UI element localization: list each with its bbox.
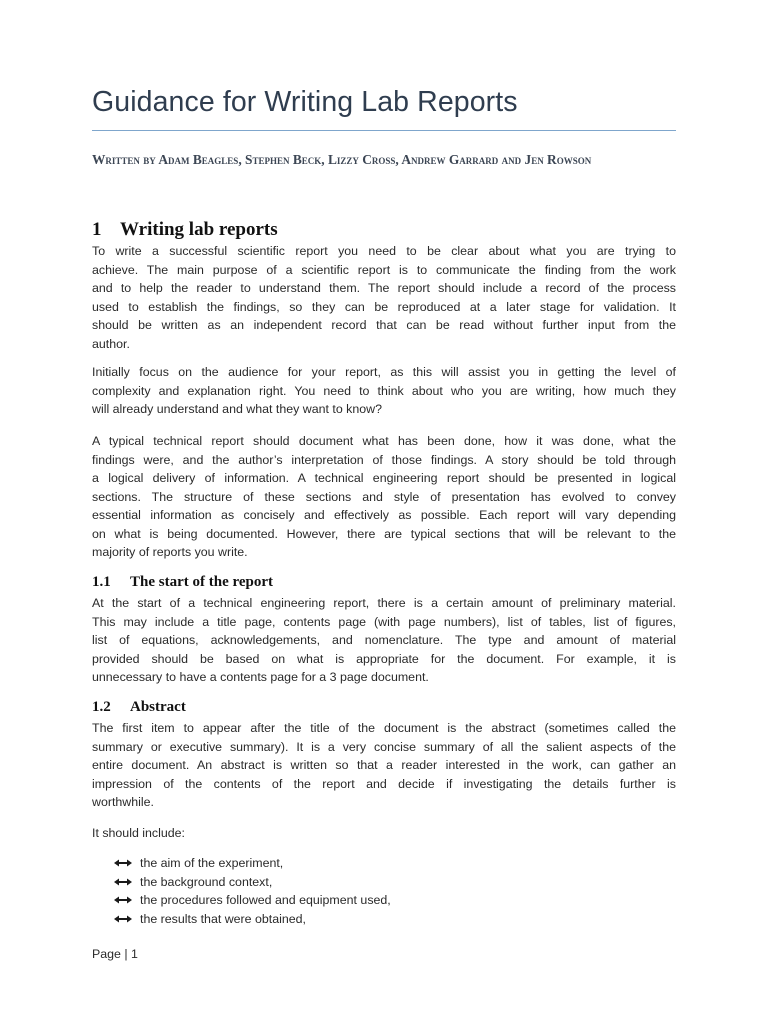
text-line: sections. The structure of these sections and style of presentation has evolved to convey: [92, 489, 676, 504]
paragraph: [92, 432, 676, 562]
text-line: findings were, and the author’s interpretation of those findings. A story should be told through: [92, 452, 676, 467]
list-item-text: the background context,: [140, 874, 273, 889]
text-line: majority of reports you write.: [92, 545, 248, 559]
paragraph: [92, 363, 676, 419]
list-item: [114, 873, 391, 892]
section-number: 1.1: [92, 574, 111, 590]
section-1-2-heading: [92, 699, 186, 716]
text-line: list of equations, acknowledgements, and nomenclature. The type and amount of material: [92, 633, 676, 647]
text-line: achieve. The main purpose of a scientific report is to communicate the finding from the work: [92, 262, 676, 277]
text-line: essential information as concisely and effectively as possible. Each report will vary depending: [92, 508, 676, 522]
text-line: Initially focus on the audience for your report, as this will assist you in getting the level of: [92, 365, 676, 379]
text-line: complexity and explanation right. You need to think about who you are writing, how much they: [92, 383, 676, 398]
text-line: worthwhile.: [92, 795, 154, 809]
section-title: Abstract: [130, 699, 186, 715]
text-line: summary or executive summary). It is a very concise summary of all the salient aspects of the: [92, 739, 676, 754]
text-line: will already understand and what they want to know?: [92, 402, 382, 416]
section-number: 1: [92, 219, 102, 240]
text-line: author.: [92, 336, 130, 351]
text-line: a logical delivery of information. A technical engineering report should be presented in logical: [92, 471, 676, 485]
list-item-text: the aim of the experiment,: [140, 856, 284, 870]
title-rule: [92, 130, 676, 131]
text-line: provided should be based on what is appropriate for the document. For example, it is: [92, 651, 676, 666]
text-line: and to help the reader to understand them. The report should include a record of the process: [92, 281, 676, 295]
section-1-1-heading: [92, 574, 273, 591]
section-title: Writing lab reports: [120, 219, 278, 240]
text-line: The first item to appear after the title of the document is the abstract (sometimes called the: [92, 721, 676, 735]
text-line: should be written as an independent record that can be read without further input from the: [92, 318, 676, 332]
section-number: 1.2: [92, 699, 111, 715]
text-line: unnecessary to have a contents page for a 3 page document.: [92, 670, 429, 684]
list-item-text: the results that were obtained,: [140, 911, 306, 926]
text-line: It should include:: [92, 826, 185, 840]
text-line: This may include a title page, contents page (with page numbers), list of tables, list of figures,: [92, 614, 676, 629]
double-arrow-bullet-icon: [114, 878, 132, 886]
list-item: [114, 910, 391, 929]
text-line: A typical technical report should document what has been done, how it was done, what the: [92, 434, 676, 448]
text-line: To write a successful scientific report you need to be clear about what you are trying to: [92, 244, 676, 258]
list-item-text: the procedures followed and equipment used,: [140, 893, 391, 907]
document-title: Guidance for Writing Lab Reports: [92, 86, 518, 118]
double-arrow-bullet-icon: [114, 859, 132, 867]
text-line: on what is being documented. However, there are typical sections that will be relevant to the: [92, 526, 676, 541]
paragraph: [92, 594, 676, 687]
list-item: [114, 891, 391, 910]
text-line: At the start of a technical engineering report, there is a certain amount of preliminary material.: [92, 596, 676, 610]
author-line: Written by Adam Beagles, Stephen Beck, Lizzy Cross, Andrew Garrard and Jen Rowson: [92, 152, 592, 167]
text-line: impression of the contents of the report and decide if investigating the details further is: [92, 776, 676, 791]
list-item: [114, 854, 391, 873]
bullet-list: [114, 854, 391, 928]
section-1-heading: [92, 219, 278, 241]
text-line: entire document. An abstract is written so that a reader interested in the work, can gather an: [92, 758, 676, 772]
text-line: used to establish the findings, so they can be reproduced at a later stage for validation. It: [92, 299, 676, 314]
section-title: The start of the report: [130, 574, 274, 590]
double-arrow-bullet-icon: [114, 896, 132, 904]
page-number-footer: Page | 1: [92, 947, 138, 961]
paragraph: [92, 719, 676, 812]
paragraph: [92, 242, 676, 353]
lead-in-text: [92, 824, 676, 843]
double-arrow-bullet-icon: [114, 915, 132, 923]
